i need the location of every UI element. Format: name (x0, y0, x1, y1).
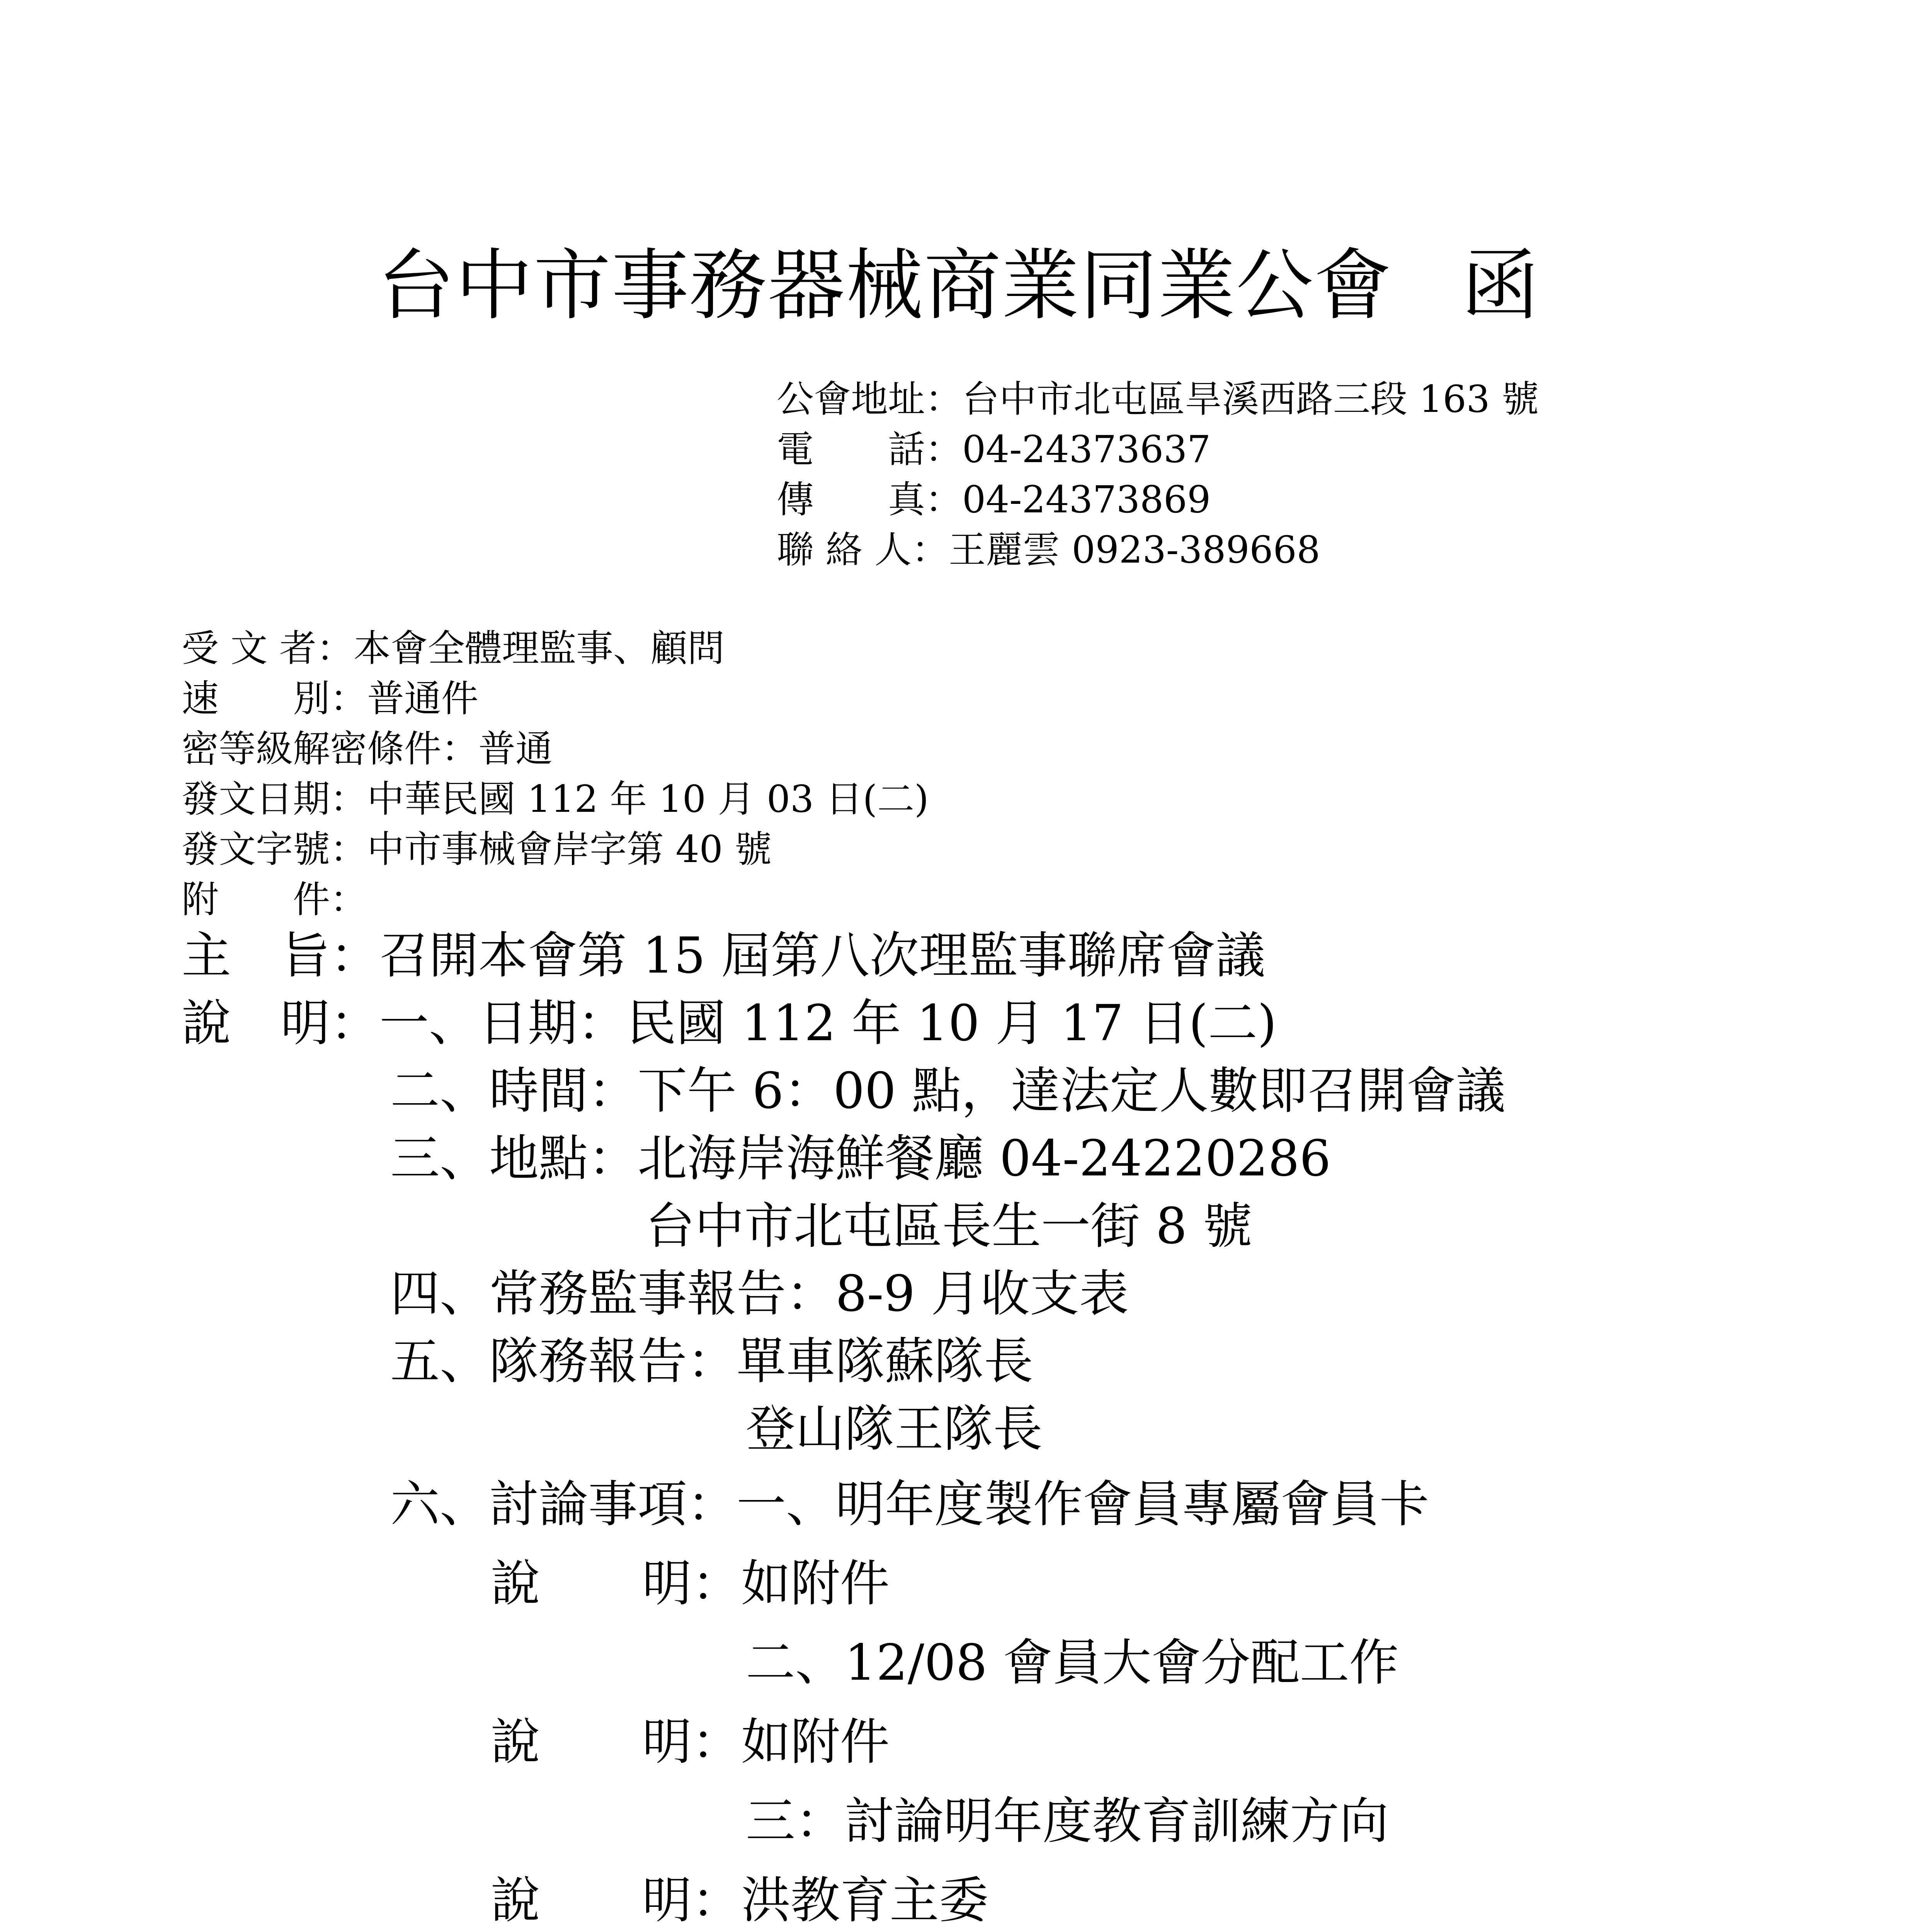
recipient-label: 受 文 者 (182, 627, 317, 670)
explanation-item-1: 一、日期：民國 112 年 10 月 17 日(二) (379, 995, 1277, 1052)
contact-address-row: 公會地址：台中市北屯區旱溪西路三段 163 號 (777, 378, 1539, 421)
issue-date-value: 中華民國 112 年 10 月 03 日(二) (367, 777, 929, 821)
subject-label: 主 旨 (182, 927, 330, 985)
letter-title (0, 241, 1917, 331)
discussion-note-3: 說 明：洪教育主委 (491, 1872, 989, 1929)
issue-date-label: 發文日期 (182, 777, 330, 821)
discussion-note-1-label: 說 明 (491, 1555, 692, 1612)
explanation-item-3-address: 台中市北屯區長生一街 8 號 (645, 1197, 1252, 1255)
document-number-label: 發文字號 (182, 828, 330, 871)
contact-person-value: 王麗雲 0923-389668 (949, 528, 1320, 571)
contact-person-row: 聯 絡 人：王麗雲 0923-389668 (777, 528, 1320, 571)
subject-value: 召開本會第 15 屆第八次理監事聯席會議 (379, 927, 1266, 985)
recipient-row: 受 文 者：本會全體理監事、顧問 (182, 627, 725, 670)
document-number-row: 發文字號：中市事械會岸字第 40 號 (182, 828, 772, 871)
discussion-note-1-value: 如附件 (741, 1555, 890, 1612)
explanation-item-4: 四、常務監事報告：8-9 月收支表 (390, 1265, 1129, 1323)
priority-row: 速 別：普通件 (182, 677, 478, 720)
contact-address-label: 公會地址 (777, 378, 925, 421)
contact-fax-value: 04-24373869 (962, 478, 1211, 521)
explanation-item-6: 六、討論事項：一、明年度製作會員專屬會員卡 (390, 1476, 1429, 1533)
contact-phone-label: 電 話 (777, 428, 925, 471)
contact-phone-row: 電 話：04-24373637 (777, 428, 1211, 471)
classification-value: 普通 (478, 727, 553, 770)
attachment-label: 附 件 (182, 878, 330, 921)
attachment-row: 附 件： (182, 878, 367, 921)
explanation-row: 說 明：一、日期：民國 112 年 10 月 17 日(二) (182, 995, 1277, 1052)
discussion-note-1: 說 明：如附件 (491, 1555, 890, 1612)
discussion-note-2-label: 說 明 (491, 1713, 692, 1771)
contact-fax-label: 傳 真 (777, 478, 925, 521)
classification-row: 密等級解密條件：普通 (182, 727, 553, 770)
explanation-item-5: 五、隊務報告：單車隊蘇隊長 (390, 1333, 1034, 1390)
issue-date-row: 發文日期：中華民國 112 年 10 月 03 日(二) (182, 777, 929, 821)
explanation-item-5-cont: 登山隊王隊長 (746, 1400, 1043, 1458)
contact-address-value: 台中市北屯區旱溪西路三段 163 號 (962, 378, 1539, 421)
discussion-note-3-value: 洪教育主委 (741, 1872, 989, 1929)
discussion-item-3: 三：討論明年度教育訓練方向 (746, 1793, 1389, 1850)
discussion-note-2: 說 明：如附件 (491, 1713, 890, 1771)
explanation-item-2: 二、時間：下午 6：00 點，達法定人數即召開會議 (390, 1062, 1505, 1120)
discussion-note-2-value: 如附件 (741, 1713, 890, 1771)
document-type: 函 (1461, 241, 1540, 331)
explanation-label: 說 明 (182, 995, 330, 1052)
contact-person-label: 聯 絡 人 (777, 528, 912, 571)
discussion-note-3-label: 說 明 (491, 1872, 692, 1929)
classification-label: 密等級解密條件 (182, 727, 441, 770)
priority-label: 速 別 (182, 677, 330, 720)
explanation-item-3: 三、地點：北海岸海鮮餐廳 04-24220286 (390, 1130, 1331, 1187)
subject-row: 主 旨：召開本會第 15 屆第八次理監事聯席會議 (182, 927, 1266, 985)
document-number-value: 中市事械會岸字第 40 號 (367, 828, 772, 871)
contact-fax-row: 傳 真：04-24373869 (777, 478, 1211, 521)
priority-value: 普通件 (367, 677, 478, 720)
organization-name: 台中市事務器械商業同業公會 (377, 241, 1392, 331)
discussion-item-2: 二、12/08 會員大會分配工作 (746, 1634, 1399, 1692)
contact-phone-value: 04-24373637 (962, 428, 1211, 471)
recipient-value: 本會全體理監事、顧問 (354, 627, 725, 670)
